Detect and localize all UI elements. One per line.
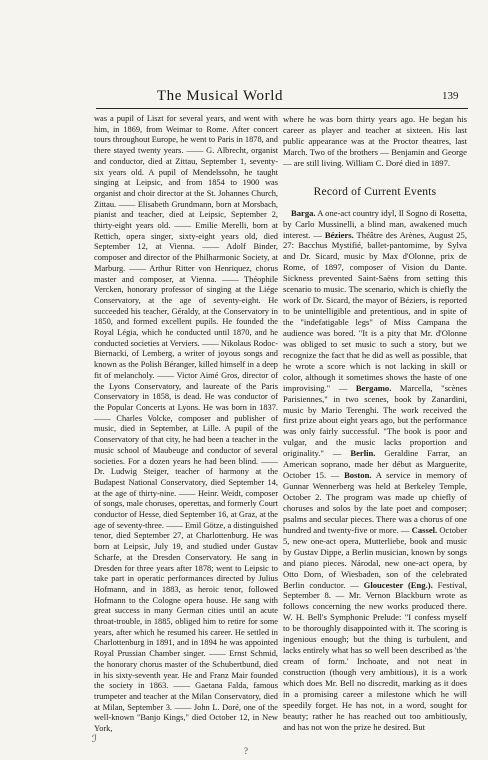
event-text: Geraldine Farrar, an American soprano, made her début as Marguerite, October 15. —: [283, 448, 467, 481]
events-paragraph: [283, 208, 467, 733]
obituary-continuation: where he was born thirty years ago. He began his career as player and teacher at sixteen. His last public appearance was at the Proctor theatres, last March. Two of the brothers — Benjamin and George — are still living. William C. Doré died in 1897.: [283, 114, 467, 168]
place-name: Gloucester (Eng.).: [363, 579, 433, 590]
place-name: Barga.: [291, 207, 316, 218]
place-name: Cassel.: [411, 524, 438, 535]
event-text: A service in memory of Gunnar Wennerberg was held at Berkeley Temple, October 2. The program was made up chiefly of choruses and solos by the late poet and composer; psalms and secular pieces. There was a chorus of one hundred and twenty-five or more. —: [283, 470, 467, 535]
margin-pencil-mark: ℐ: [92, 734, 97, 745]
left-column: [94, 114, 278, 735]
page-header: [0, 0, 488, 112]
place-name: Berlin.: [350, 448, 376, 459]
page-number: 139: [442, 90, 459, 102]
event-text: A one-act country idyl, Il Sogno di Rosetta, by Carlo Mussinelli, a blind man, awakened much interest. —: [283, 207, 467, 240]
section-heading: Record of Current Events: [313, 185, 437, 198]
event-text: Marcella, "scènes Parisiennes," in two scenes, book by Zanardini, music by Mario Terenghi. The work received the first prize about eight years ago, but the performance was only fairly successful. "The book is poor and vulgar, and the music lacks proportion and originality." —: [283, 382, 468, 459]
right-column: [283, 114, 467, 733]
obituary-paragraph: was a pupil of Liszt for several years, and went with him, in 1869, from Weimar to Rome. After concert tours throughout Europe, he went to Paris in 1878, and there stayed twenty years. —— G. Albrecht, organist and conductor, died at Zittau, September 1, seventy-six years old. A pupil of Mendelssohn, he taught singing at Leipsic, and from 1854 to 1900 was organist and choir director at the St. Johannes Church, Zittau. —— Elisabeth Grundmann, born at Morsbach, pianist and teacher, died at Leipsic, September 2, thirty-eight years old. —— Emilie Merelli, born at Rettich, opera singer, sixty-eight years old, died September 12, at Vienna. —— Adolf Binder, composer and director of the Philharmonic Society, at Marburg. —— Arthur Ritter von Henriquez, chorus master and composer, at Vienna. —— Théophile Vercken, honorary professor of singing at the Liége Conservatory, at the age of seventy-eight. He succeeded his teacher, Géraldy, at the Conservatory in 1850, and formed excellent pupils. He founded the Royal Légia, which he conducted until 1870, and he conducted societies at Verviers. —— Nikolaus Rodoc-Biernacki, of Lemberg, a writer of joyous songs and known as the Polish Béranger, killed himself in a deep fit of melancholy. —— Victor Aimé Gros, director of the Lyons Conservatory, and laureate of the Paris Conservatory in 1858, is dead. He was conductor of the Popular Concerts at Lyons. He was born in 1837. —— Charles Volcke, composer and publisher of music, died in September, at Lille. A pupil of the Conservatory of that city, he had been a teacher in the music school of Maubeuge and conductor of several societies. For a dozen years he had been blind. —— Dr. Ludwig Steiger, teacher of harmony at the Budapest National Conservatory, died September 14, at the age of thirty-nine. —— Heinr. Weidt, composer of songs, male choruses, operettas, and formerly Court conductor of Hesse, died September 16, at Graz, at the age of seventy-three. —— Emil Götze, a distinguished tenor, died September 27, at Charlottenburg. He was born at Leipsic, July 19, and studied under Gustav Scharfe, at the Dresden Conservatory. He sang in Dresden for three years after 1878; went to Leipsic to take part in operatic performances directed by Julius Hofmann, and in 1883, as heroic tenor, followed Hofmann to the Cologne opera house. He sang with great success in many German cities until an acute throat-trouble, in 1885, obliged him to retire for some years, after which he resumed his career. He settled in Charlottenburg in 1891, and in 1894 he was appointed Royal Prussian Chamber singer. —— Ernst Schmid, the honorary chorus master of the Schubertbund, died in his sixty-seventh year. He and Franz Mair founded the society in 1863. —— Gaetana Falda, famous trumpeter and teacher at the Milan Conservatory, died at Milan, September 3. —— John L. Doré, one of the well-known "Banjo Kings," died October 12, in New York,: [94, 114, 278, 734]
place-name: Béziers.: [324, 229, 354, 240]
bottom-pencil-mark: ?: [244, 746, 248, 756]
place-name: Bergamo.: [355, 382, 392, 393]
event-text: October 5, new one-act opera, Mutterliebe, book and music by Gustav Dippe, a Berlin musician, known by songs and piano pieces. Národal, new one-act opera, by Otto Dorn, of Wiesbaden, son of the celebrated Berlin conductor. —: [283, 524, 468, 590]
running-title: The Musical World: [156, 88, 284, 104]
place-name: Boston.: [344, 470, 372, 481]
event-text: Théâtre des Arènes, August 25, 27: Bacchus Mystifié, ballet-pantomime, by Sylva and Dr. Sicard, music by Max d'Olonne, prix de Rome, of 1897, composer of Vision du Dante. Sickness prevented Saint-Saëns from setting this scenario to music. The scenario, which is chiefly the work of Dr. Sicard, the mayor of Béziers, is reported to be unintelligible and pretentious, and in spite of the "indefatigable legs" of Miss Campana the audience was bored. "It is a pity that Mr. d'Olonne was obliged to set music to such a story, but we recognize the fact that he did as well as possible, that he wrote a score which is not lacking in skill or color, although it sometimes shows the haste of one improvising." —: [283, 229, 468, 393]
header-rule: [96, 108, 468, 109]
event-text: Festival, September 8. — Mr. Vernon Blackburn wrote as follows concerning the new works produced there. W. H. Bell's Symphonic Prelude: "I confess myself to be thoroughly disappointed with it. The scoring is ingenious enough; but the thing is turbulent, and lacks entirely what has so well been described as 'the cream of form.' Inchoate, and not neat in construction (though very ambitious), it is a work which does Mr. Bell no discredit, marking as it does in a promising career a milestone which he will speedily forget. He has not, in a word, sought for beauty; rather he has reached out too ambitiously, and has not won the prize he desired. But: [283, 579, 467, 732]
